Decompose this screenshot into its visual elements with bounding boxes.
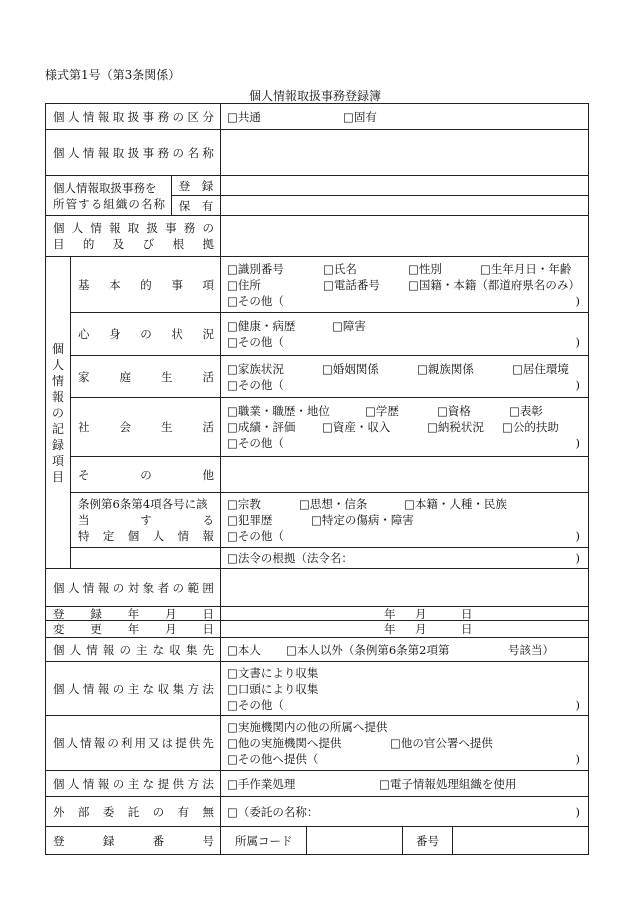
label-char: 個 <box>53 580 65 595</box>
collection-source-label <box>46 638 221 662</box>
label-char: 提 <box>175 736 187 750</box>
label-char: の <box>172 109 184 124</box>
date-unit: 日 <box>461 622 473 636</box>
label-char: 報 <box>97 776 110 791</box>
label-char: 託 <box>127 804 140 819</box>
specific-label-line3: 特 定 個 人 情 報 <box>78 529 214 543</box>
checkbox-option[interactable]: □居住環境 <box>512 361 569 376</box>
checkbox-option[interactable]: □婚姻関係 <box>322 361 379 376</box>
checkbox-option[interactable]: □その他へ提供（ <box>227 752 319 766</box>
label-char: 個 <box>53 681 65 696</box>
checkbox-option[interactable]: □国籍・本籍（都道府県名のみ） <box>408 277 580 292</box>
label-char: 報 <box>97 681 110 696</box>
label-char: の <box>140 467 152 482</box>
checkbox-option[interactable]: □性別 <box>408 261 442 276</box>
option-line <box>227 528 580 544</box>
label-char: 情 <box>82 580 95 595</box>
checkbox-option[interactable]: □電話番号 <box>323 277 380 292</box>
date-unit: 月 <box>415 622 427 636</box>
label-char: 取 <box>112 145 125 160</box>
label-char: 外 <box>53 804 65 819</box>
legal-basis-value[interactable] <box>221 548 589 569</box>
option-line <box>227 361 580 377</box>
record-items-char: 記 <box>51 421 64 436</box>
purpose-value[interactable] <box>221 216 589 257</box>
label-char: 扱 <box>127 145 140 160</box>
checkbox-option[interactable]: □法令の根拠（法令名： <box>227 551 353 565</box>
basic-value[interactable] <box>221 257 589 313</box>
label-char: 情 <box>82 681 95 696</box>
label-char: 個 <box>53 776 65 791</box>
other-value[interactable] <box>221 457 589 493</box>
close-paren: ) <box>575 293 580 308</box>
label-char: 庭 <box>119 369 131 384</box>
label-char: 他 <box>202 467 214 482</box>
org-sub-held <box>172 196 221 216</box>
checkbox-option[interactable]: □実施機関内の他の所属へ提供 <box>227 720 388 734</box>
checkbox-option[interactable]: □納税状況 <box>427 420 484 434</box>
close-paren: ) <box>575 804 580 819</box>
label-char: 人 <box>67 681 80 696</box>
label-char: の <box>152 804 165 819</box>
option-line <box>227 681 580 697</box>
other-label <box>71 457 221 493</box>
checkbox-option[interactable]: □手作業処理 <box>227 776 296 791</box>
mental-label <box>71 313 221 356</box>
org-label-line2: 所 管 す る 組 織 の 名 称 <box>53 196 165 211</box>
label-char: 項 <box>202 277 214 292</box>
label-char: 分 <box>202 109 214 124</box>
number-value[interactable] <box>453 827 589 855</box>
label-char: な <box>142 681 155 696</box>
label-char: 身 <box>109 327 121 341</box>
form-number: 様式第1号（第3条関係） <box>45 68 181 82</box>
label-char: 無 <box>202 804 214 819</box>
checkbox-option[interactable]: □宗教 <box>227 497 261 511</box>
label-char: 登 <box>53 607 65 621</box>
label-char: 事 <box>142 109 155 124</box>
label-char: 者 <box>157 580 170 595</box>
label-char: 人 <box>67 145 80 160</box>
checkbox-option[interactable]: □氏名 <box>323 261 357 276</box>
checkbox-option[interactable]: □その他（ <box>227 697 284 712</box>
collection-method-value[interactable] <box>221 662 589 716</box>
close-paren: ) <box>575 436 580 450</box>
dept-code-value[interactable] <box>307 827 403 855</box>
option-line <box>227 665 580 681</box>
target-range-label <box>46 569 221 607</box>
label-char: 社 <box>78 420 90 434</box>
label-char: 活 <box>202 369 214 384</box>
label-char: 提 <box>157 776 170 791</box>
social-label <box>71 398 221 457</box>
label-char: 生 <box>161 369 173 384</box>
label-char: の <box>112 580 125 595</box>
label-char: 登 <box>53 833 65 848</box>
checkbox-option[interactable]: □本籍・人種・民族 <box>404 497 507 511</box>
name-label <box>46 130 221 176</box>
option-line <box>227 293 580 309</box>
option-line <box>227 435 580 451</box>
option-line <box>227 496 580 512</box>
purpose-label <box>46 216 221 257</box>
checkbox-option[interactable]: □その他（ <box>227 436 284 450</box>
date-unit: 月 <box>415 607 427 621</box>
dept-code-label-text: 所属コード <box>235 833 293 848</box>
label-char: 人 <box>67 580 80 595</box>
record-items-char: 録 <box>51 437 64 452</box>
option-line <box>227 403 580 419</box>
record-items-char: 項 <box>51 453 64 468</box>
label-char: 法 <box>202 776 214 791</box>
checkbox-option[interactable]: □特定の傷病・障害 <box>311 513 414 527</box>
use-provision-value[interactable] <box>221 716 589 771</box>
label-char: 名 <box>187 145 199 160</box>
target-range-value[interactable] <box>221 569 589 607</box>
label-char: 人 <box>66 736 79 750</box>
record-items-char: 個 <box>51 341 64 356</box>
org-held-value[interactable] <box>221 196 589 216</box>
option-line <box>227 318 580 334</box>
outsourcing-label <box>46 797 221 827</box>
label-char: 番 <box>152 833 165 848</box>
registered_date-value[interactable] <box>221 607 589 621</box>
label-char: 月 <box>165 622 177 636</box>
option-line <box>227 512 580 528</box>
label-char: 的 <box>140 277 152 292</box>
label-char: 報 <box>97 109 110 124</box>
checkbox-option[interactable]: □学歴 <box>365 404 399 418</box>
label-char: 取 <box>112 109 125 124</box>
label-char: 報 <box>102 642 115 657</box>
option-suffix: 号該当） <box>508 642 554 657</box>
checkbox-option[interactable]: □家族状況 <box>227 361 284 376</box>
label-char: 利 <box>120 736 133 750</box>
label-char: 個 <box>53 145 65 160</box>
checkbox-option[interactable]: □職業・職歴・地位 <box>227 404 330 418</box>
category-value[interactable] <box>221 104 589 130</box>
org-sub-label: 保 有 <box>178 198 214 213</box>
close-paren: ) <box>575 697 580 712</box>
checkbox-option[interactable]: □共通 <box>227 109 261 124</box>
option-line <box>227 751 580 767</box>
org-label-line1: 個人情報取扱事務を <box>53 180 157 195</box>
checkbox-option[interactable]: □資格 <box>437 404 471 418</box>
registered_date-label <box>46 607 221 621</box>
checkbox-option[interactable]: □親族関係 <box>417 361 474 376</box>
family-value[interactable] <box>221 356 589 398</box>
label-char: 情 <box>86 642 98 657</box>
label-char: 用 <box>134 736 146 750</box>
label-char: 先 <box>202 642 214 657</box>
specific-label <box>71 493 221 548</box>
option-line <box>227 804 580 820</box>
label-char: の <box>112 681 125 696</box>
label-char: 部 <box>77 804 90 819</box>
option-line <box>227 377 580 393</box>
option-line <box>227 550 580 566</box>
label-char: 事 <box>142 145 155 160</box>
close-paren: ) <box>575 529 580 543</box>
page-title: 個人情報取扱事務登録簿 <box>248 89 381 103</box>
label-char: 個 <box>53 736 65 750</box>
checkbox-option[interactable]: □その他（ <box>227 377 284 392</box>
checkbox-option[interactable]: □他の実施機関へ提供 <box>227 736 342 750</box>
label-char: 方 <box>187 681 199 696</box>
label-char: 家 <box>78 369 90 384</box>
label-char: 人 <box>69 642 82 657</box>
label-char: 報 <box>97 145 110 160</box>
label-char: 変 <box>53 622 65 636</box>
checkbox-option[interactable]: □その他（ <box>227 529 284 543</box>
label-char: 囲 <box>202 580 214 595</box>
checkbox-option[interactable]: □他の官公署へ提供 <box>390 736 493 750</box>
label-char: 収 <box>157 681 170 696</box>
changed_date-label <box>46 621 221 638</box>
label-char: 扱 <box>127 109 140 124</box>
checkbox-option[interactable]: □住所 <box>227 277 261 292</box>
label-char: 法 <box>202 681 214 696</box>
label-char: 本 <box>109 277 121 292</box>
label-char: 報 <box>97 580 110 595</box>
checkbox-option[interactable]: □障害 <box>332 319 366 333</box>
org-label <box>46 176 172 216</box>
label-char: 又 <box>148 736 160 750</box>
label-char: 活 <box>202 420 214 434</box>
label-char: 日 <box>202 622 214 636</box>
number-label-text: 番号 <box>416 833 439 848</box>
specific-label-line1: 条例第6条第4項各号に該 <box>78 497 208 511</box>
checkbox-option[interactable]: □本人以外（条例第6条第2項第 <box>286 642 450 657</box>
label-char: な <box>152 642 165 657</box>
option-line <box>227 261 580 277</box>
label-char: 個 <box>53 642 65 657</box>
specific-label-line2: 当 す る <box>78 513 214 527</box>
checkbox-option[interactable]: □その他（ <box>227 335 284 349</box>
close-paren: ) <box>575 551 580 565</box>
label-char: 年 <box>127 622 140 636</box>
label-char: 号 <box>202 833 214 848</box>
label-char: 年 <box>127 607 140 621</box>
label-char: 方 <box>187 776 199 791</box>
label-char: 務 <box>157 109 170 124</box>
label-char: 生 <box>161 420 173 434</box>
provision-method-label <box>46 771 221 797</box>
close-paren: ) <box>575 335 580 349</box>
collection-source-value[interactable] <box>221 638 589 662</box>
label-char: 情 <box>80 736 92 750</box>
label-char: 録 <box>102 833 115 848</box>
label-char: 況 <box>202 327 214 341</box>
label-char: の <box>140 327 152 341</box>
label-char: 月 <box>165 607 177 621</box>
checkbox-option[interactable]: □思想・信条 <box>299 497 368 511</box>
label-char: 区 <box>187 109 199 124</box>
label-char: 会 <box>119 420 131 434</box>
mental-value[interactable] <box>221 313 589 356</box>
label-char: 情 <box>82 776 95 791</box>
label-char: 集 <box>185 642 198 657</box>
record-items-char: 目 <box>51 469 64 484</box>
date-unit: 年 <box>384 607 396 621</box>
close-paren: ) <box>575 752 580 766</box>
checkbox-option[interactable]: □公的扶助 <box>502 420 559 434</box>
checkbox-option[interactable]: □文書により収集 <box>227 665 319 680</box>
label-char: 供 <box>188 736 201 750</box>
record-items-char: 情 <box>51 373 64 388</box>
label-char: 主 <box>127 681 140 696</box>
label-char: 心 <box>78 327 90 341</box>
purpose-label-line1: 個 人 情 報 取 扱 事 務 の <box>53 221 214 235</box>
label-char: 情 <box>82 145 95 160</box>
label-char: 日 <box>202 607 214 621</box>
label-char: 収 <box>169 642 181 657</box>
label-char: 供 <box>172 776 184 791</box>
label-char: の <box>172 580 184 595</box>
checkbox-option[interactable]: □犯罪歴 <box>227 513 273 527</box>
label-char: な <box>142 776 155 791</box>
label-char: 情 <box>82 109 95 124</box>
record-items-char: 人 <box>51 357 64 372</box>
basic-label <box>71 257 221 313</box>
label-char: 基 <box>78 277 90 292</box>
registration-form-table <box>45 103 589 855</box>
label-char: 録 <box>90 607 102 621</box>
checkbox-option[interactable]: □固有 <box>343 109 377 124</box>
checkbox-option[interactable]: □本人 <box>227 642 261 657</box>
org-sub-label: 登 録 <box>178 178 214 193</box>
label-char: 主 <box>127 776 140 791</box>
legal-basis-label-blank <box>71 548 221 569</box>
label-char: 象 <box>142 580 155 595</box>
label-char: 人 <box>67 109 80 124</box>
label-char: 報 <box>93 736 106 750</box>
org-sub-registered <box>172 176 221 196</box>
option-line <box>227 419 580 435</box>
option-line <box>227 719 580 735</box>
checkbox-option[interactable]: □健康・病歴 <box>227 319 296 333</box>
label-char: 有 <box>177 804 190 819</box>
category-label <box>46 104 221 130</box>
label-char: 務 <box>157 145 170 160</box>
social-value[interactable] <box>221 398 589 457</box>
label-char: 個 <box>53 109 65 124</box>
checkbox-option[interactable]: □表彰 <box>509 404 543 418</box>
label-char: の <box>172 145 184 160</box>
org-registered-value[interactable] <box>221 176 589 196</box>
checkbox-option[interactable]: □資産・収入 <box>322 420 391 434</box>
label-char: 先 <box>202 736 214 750</box>
changed_date-value[interactable] <box>221 621 589 638</box>
use-provision-label <box>46 716 221 771</box>
label-char: 対 <box>127 580 140 595</box>
checkbox-option[interactable]: □口頭により収集 <box>227 681 319 696</box>
name-value[interactable] <box>221 130 589 176</box>
option-line <box>227 334 580 350</box>
label-char: 称 <box>202 145 214 160</box>
dept-code-label <box>221 827 307 855</box>
purpose-label-line2: 目 的 及 び 根 拠 <box>53 237 214 251</box>
close-paren: ) <box>575 377 580 392</box>
label-char: 主 <box>136 642 148 657</box>
number-label <box>403 827 453 855</box>
option-line <box>227 697 580 713</box>
label-char: そ <box>78 467 90 482</box>
record-items-group-label <box>46 257 71 569</box>
label-char: 更 <box>90 622 102 636</box>
checkbox-option[interactable]: □識別番号 <box>227 261 284 276</box>
record-items-char: 報 <box>51 389 64 404</box>
option-line <box>227 277 580 293</box>
checkbox-option[interactable]: □生年月日・年齢 <box>480 261 572 276</box>
label-char: の <box>112 776 125 791</box>
label-char: 委 <box>102 804 115 819</box>
label-char: 人 <box>67 776 80 791</box>
specific-value[interactable] <box>221 493 589 548</box>
checkbox-option[interactable]: □電子情報処理組織を使用 <box>379 776 517 791</box>
label-char: の <box>107 736 119 750</box>
collection-method-label <box>46 662 221 716</box>
checkbox-option[interactable]: □（委託の名称： <box>227 804 319 819</box>
record-items-char: の <box>51 405 64 420</box>
label-char: の <box>119 642 131 657</box>
label-char: 集 <box>172 681 184 696</box>
family-label <box>71 356 221 398</box>
label-char: 範 <box>187 580 199 595</box>
checkbox-option[interactable]: □成績・評価 <box>227 420 296 434</box>
outsourcing-value[interactable] <box>221 797 589 827</box>
checkbox-option[interactable]: □その他（ <box>227 293 284 308</box>
label-char: 状 <box>171 327 183 341</box>
date-unit: 年 <box>384 622 396 636</box>
option-line <box>227 735 580 751</box>
date-unit: 日 <box>461 607 473 621</box>
provision-method-value[interactable] <box>221 771 589 797</box>
label-char: 事 <box>171 277 183 292</box>
registration-no-label <box>46 827 221 855</box>
label-char: は <box>161 736 174 750</box>
